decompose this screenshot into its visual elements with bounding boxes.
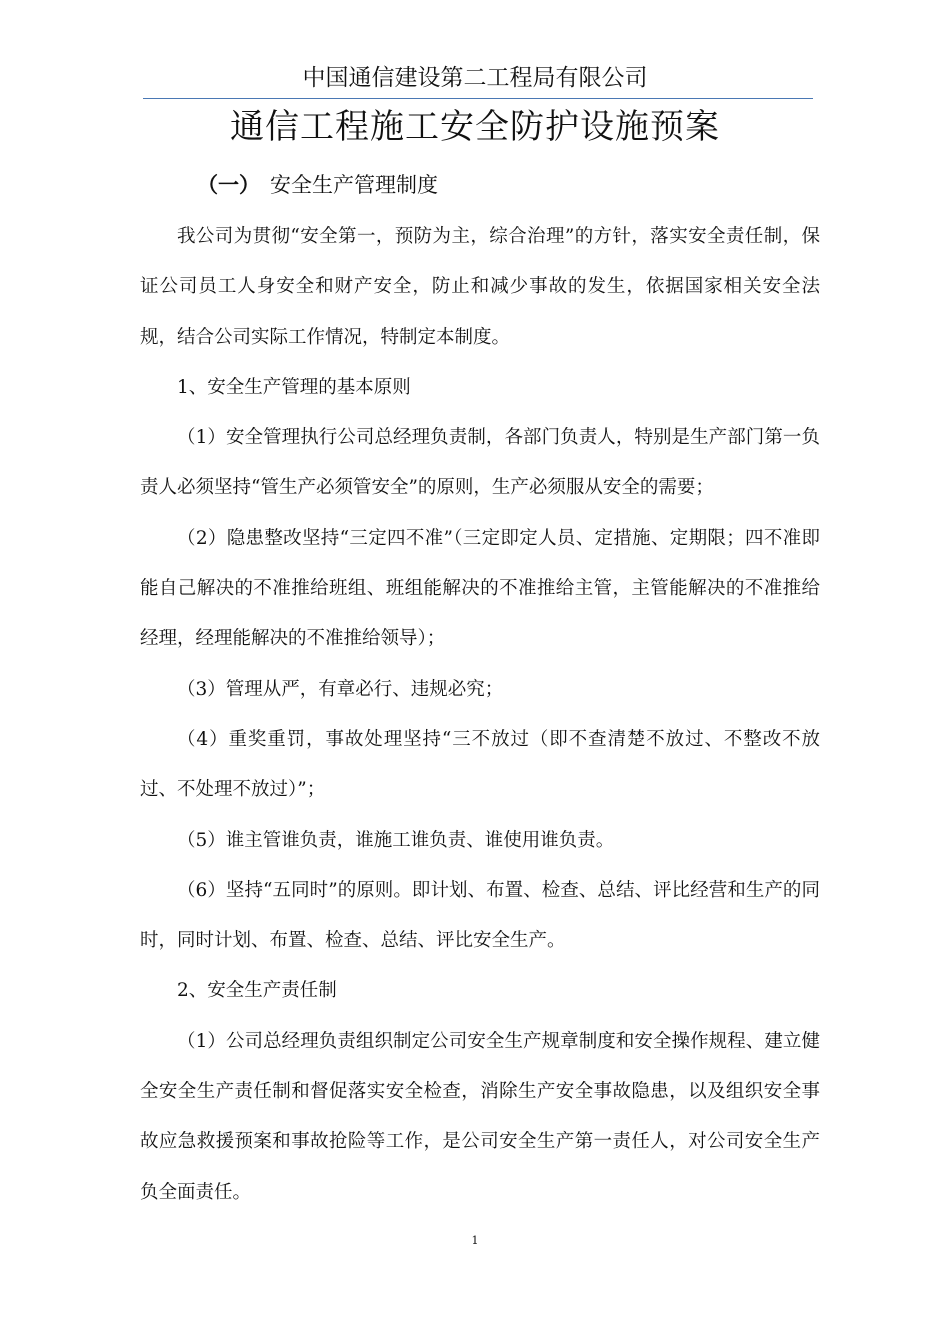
- paragraph-principle-1: （1）安全管理执行公司总经理负责制，各部门负责人，特别是生产部门第一负责人必须坚持“管生产必须管安全”的原则，生产必须服从安全的需要；: [140, 427, 820, 499]
- section-number: （一）: [197, 173, 260, 197]
- section-title: 安全生产管理制度: [270, 173, 438, 197]
- paragraph-principle-4: （4）重奖重罚，事故处理坚持“三不放过（即不查清楚不放过、不整改不放过、不处理不放过）”；: [140, 728, 820, 801]
- page-header-company: 中国通信建设第二工程局有限公司: [302, 65, 648, 91]
- subheading-basic-principles: 1、安全生产管理的基本原则: [177, 376, 411, 398]
- paragraph-principle-5: （5）谁主管谁负责，谁施工谁负责、谁使用谁负责。: [177, 829, 615, 851]
- paragraph-responsibility-1: （1）公司总经理负责组织制定公司安全生产规章制度和安全操作规程、建立健全安全生产责任制和督促落实安全检查，消除生产安全事故隐患，以及组织安全事故应急救援预案和事故抢险等工作，是公司安全生产第一责任人，对公司安全生产负全面责任。: [140, 1030, 820, 1203]
- paragraph-principle-3: （3）管理从严，有章必行、违规必究；: [177, 678, 504, 700]
- paragraph-principle-6: （6）坚持“五同时”的原则。即计划、布置、检查、总结、评比经营和生产的同时，同时计划、布置、检查、总结、评比安全生产。: [140, 879, 820, 952]
- page-number: 1: [471, 1234, 479, 1247]
- paragraph-principle-2: （2）隐患整改坚持“三定四不准”（三定即定人员、定措施、定期限；四不准即能自己解决的不准推给班组、班组能解决的不准推给主管，主管能解决的不准推给经理，经理能解决的不准推给领导）；: [140, 527, 820, 650]
- header-divider: [143, 98, 813, 99]
- subheading-responsibility-system: 2、安全生产责任制: [177, 980, 337, 1002]
- document-title: 通信工程施工安全防护设施预案: [230, 107, 720, 147]
- paragraph-intro: 我公司为贯彻“安全第一，预防为主，综合治理”的方针，落实安全责任制，保证公司员工人身安全和财产安全，防止和减少事故的发生，依据国家相关安全法规，结合公司实际工作情况，特制定本制度。: [140, 226, 820, 348]
- section-heading: [197, 170, 438, 200]
- document-body: [140, 212, 820, 1218]
